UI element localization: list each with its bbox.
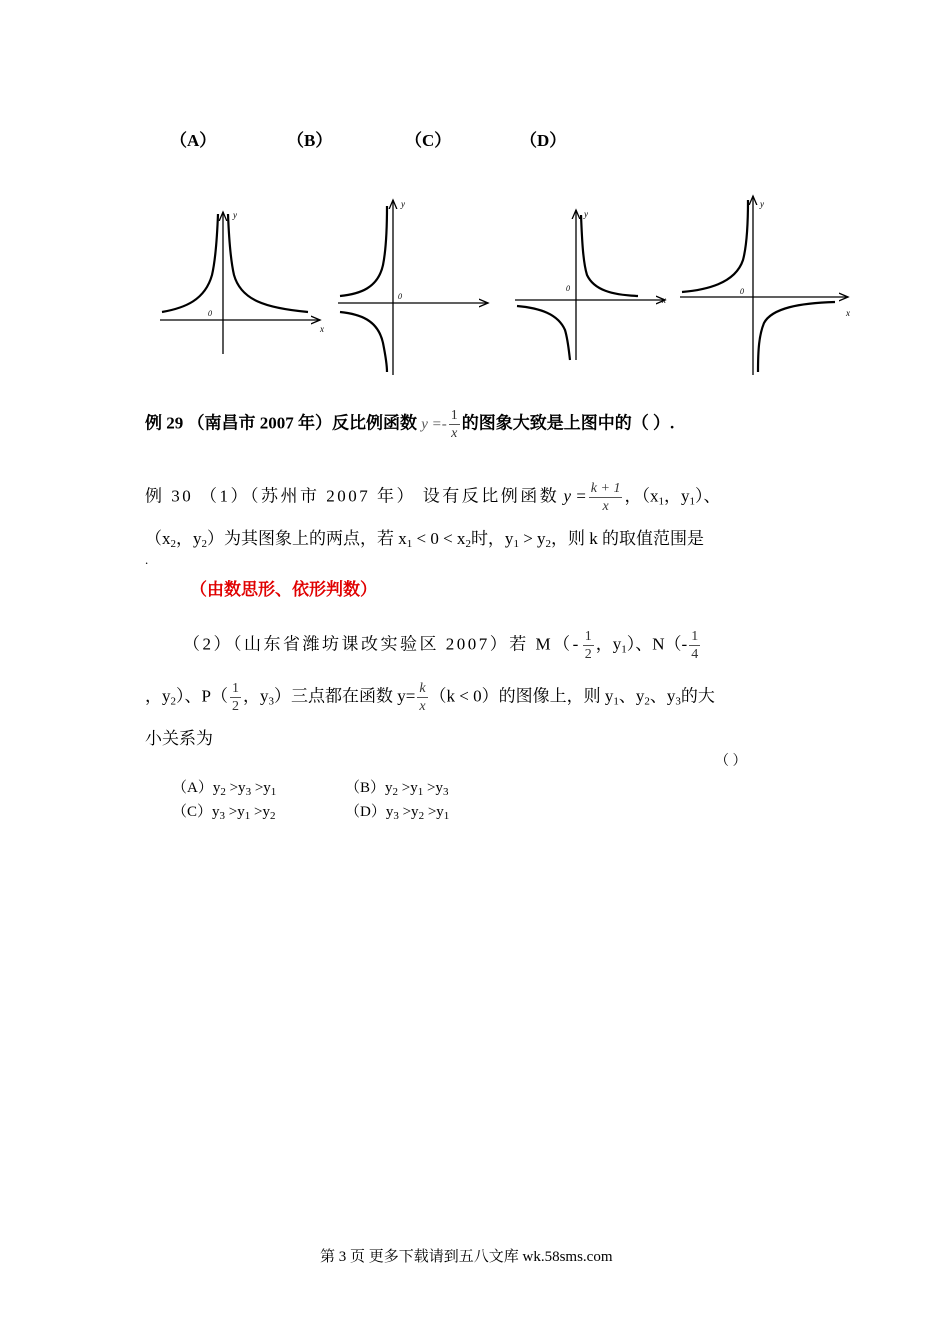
choice-a (172, 776, 276, 798)
sub: 3 (442, 786, 449, 798)
sub: 1 (621, 643, 627, 656)
example-30-1-line-1 (145, 480, 720, 515)
choice-d (345, 800, 449, 822)
option-label-a: （A） (170, 131, 217, 150)
text: > y (518, 529, 546, 548)
graph-a (160, 210, 324, 354)
example-30-2-line-1 (183, 628, 702, 663)
text: ，则 k 的取值范围是 (551, 529, 705, 548)
text: ，y (242, 686, 269, 706)
sub: 2 (392, 786, 399, 798)
choice-b (345, 776, 448, 798)
sub: 2 (644, 695, 650, 708)
example-30-1-func-num: k + 1 (590, 481, 621, 496)
graph-d-origin-label: 0 (740, 287, 744, 296)
text: ，y (595, 634, 622, 654)
text: （B）y (345, 780, 393, 796)
example-30-1-func-den: x (602, 499, 609, 514)
text: ）、P（ (176, 686, 228, 706)
text: （k < 0）的图像上，则 y (429, 686, 614, 706)
example-30-1-line-2 (145, 524, 704, 550)
example-30-1-prefix: 例 30 （1）（苏州市 2007 年） 设有反比例函数 (145, 486, 560, 506)
sub: 1 (244, 810, 251, 822)
graph-b-y-label: y (401, 199, 405, 209)
sub: 1 (417, 786, 424, 798)
sub: 1 (513, 538, 519, 550)
sub: 2 (170, 538, 176, 550)
sub: 1 (443, 810, 450, 822)
graph-a-x-label: x (320, 324, 324, 334)
text: （C）y (172, 804, 220, 820)
graph-c (515, 209, 666, 360)
k-num: k (419, 681, 426, 696)
m-num: 1 (584, 629, 592, 644)
text: >y (398, 780, 418, 796)
text: 、y (649, 686, 676, 706)
text: >y (250, 804, 270, 820)
text: ，y (145, 686, 171, 706)
graph-c-x-label: x (662, 295, 666, 305)
example-29 (145, 407, 674, 442)
text: 的大 (680, 686, 715, 706)
option-label-d: （D） (520, 131, 567, 150)
text: （A）y (172, 780, 221, 796)
n-fraction (689, 628, 700, 663)
text: >y (424, 804, 444, 820)
graph-a-origin-label: 0 (208, 309, 212, 318)
sub: 2 (465, 538, 471, 550)
answer-paren: （ ） (715, 754, 747, 769)
hint-text: （由数思形、依形判数） (190, 580, 377, 599)
graph-c-y-label: y (584, 209, 588, 219)
graph-d-y-label: y (760, 199, 764, 209)
sub: 3 (219, 810, 226, 822)
n-num: 1 (691, 629, 699, 644)
text: < 0 < x (412, 529, 466, 548)
text: ，y (176, 529, 202, 548)
sub: 2 (170, 695, 176, 708)
example-29-func-lhs: y =- (421, 416, 447, 433)
sub: 2 (269, 810, 276, 822)
sub: 1 (613, 695, 619, 708)
text: ）为其图象上的两点，若 x (207, 529, 407, 548)
option-label-c: （C） (405, 131, 452, 150)
graph-c-origin-label: 0 (566, 284, 570, 293)
n-den: 4 (691, 647, 699, 662)
example-29-func-den: x (451, 426, 458, 441)
text: >y (225, 804, 245, 820)
p-den: 2 (231, 699, 239, 714)
text: >y (251, 780, 271, 796)
k-den: x (419, 699, 426, 714)
sub: 3 (393, 810, 399, 822)
example-30-1-func-lhs: y = (563, 486, 587, 506)
p-num: 1 (231, 681, 239, 696)
example-29-prefix: 例 29 （南昌市 2007 年）反比例函数 (145, 413, 417, 433)
graphs-figure (0, 0, 950, 400)
graph-b-origin-label: 0 (398, 292, 402, 301)
sub: 2 (220, 786, 226, 798)
example-30-1-period: . (145, 552, 149, 567)
sub: 2 (545, 538, 552, 550)
p-fraction (230, 680, 241, 715)
example-30-2-prefix: （2）（山东省潍坊课改实验区 2007）若 M（- (183, 634, 581, 654)
sub: 2 (418, 810, 425, 822)
text: （D）y (345, 804, 394, 820)
text: ）、 (694, 486, 721, 506)
text: 、y (618, 686, 645, 706)
text: >y (398, 804, 419, 820)
graph-d (680, 196, 850, 375)
example-30-1-fraction (589, 480, 623, 515)
text: >y (423, 780, 443, 796)
m-den: 2 (584, 647, 592, 662)
sub: 2 (201, 538, 207, 550)
page-footer: 第 3 页 更多下载请到五八文库 wk.58sms.com (320, 1249, 613, 1265)
text: >y (225, 780, 246, 796)
example-29-fraction (449, 407, 460, 442)
k-fraction (417, 680, 427, 715)
example-29-suffix: 的图象大致是上图中的（ ）. (461, 413, 675, 433)
m-fraction (583, 628, 594, 663)
example-30-2-line-3: 小关系为 (145, 729, 213, 748)
sub: 3 (245, 786, 252, 798)
text: ，y (663, 486, 690, 506)
text: ）三点都在函数 y= (273, 686, 416, 706)
sub: 1 (406, 538, 413, 550)
example-29-func-num: 1 (450, 408, 458, 423)
example-30-2-line-2 (145, 680, 715, 715)
graph-b (338, 199, 488, 375)
graph-a-y-label: y (233, 210, 237, 220)
sub: 1 (689, 495, 695, 508)
choice-c (172, 800, 275, 822)
text: 时，y (470, 529, 514, 548)
graph-d-x-label: x (846, 308, 850, 318)
sub: 3 (675, 695, 681, 708)
sub: 1 (658, 495, 664, 508)
option-label-b: （B） (287, 131, 333, 150)
text: （x (145, 529, 171, 548)
text: ）、N（- (626, 634, 688, 654)
text: ，（x (624, 486, 659, 506)
sub: 3 (268, 695, 274, 708)
sub: 1 (270, 786, 277, 798)
